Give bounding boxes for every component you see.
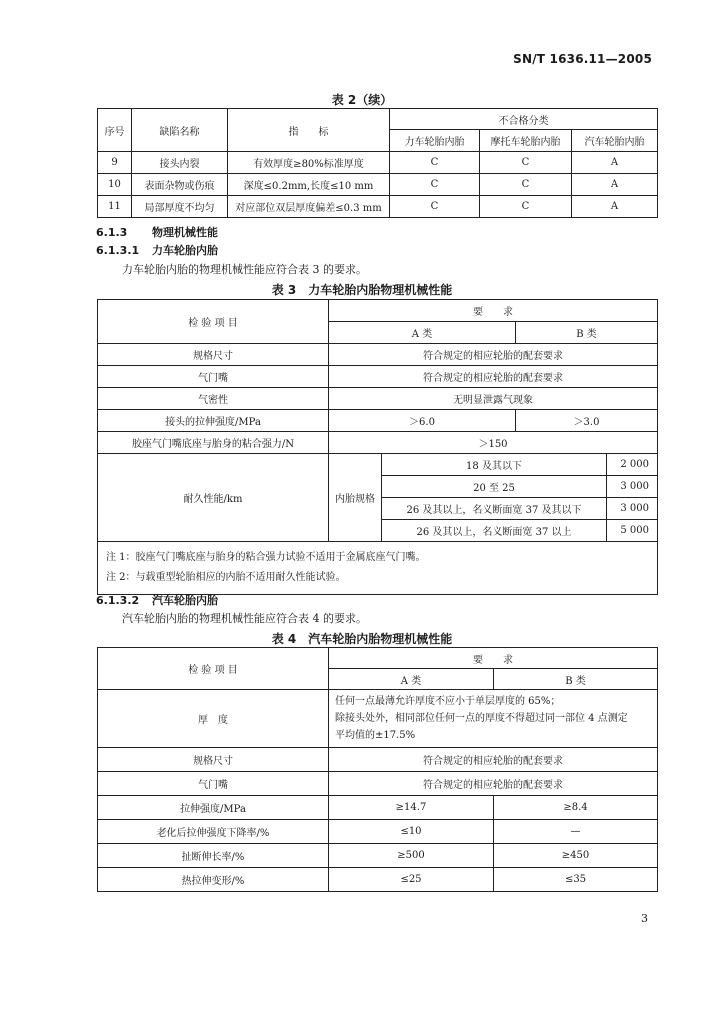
table-row (98, 152, 658, 174)
t4-value-a: ≤10 (329, 820, 494, 844)
t3-item: 气门嘴 (98, 366, 329, 388)
t2-index: 有效厚度≥80%标准厚度 (228, 152, 390, 174)
table-row (98, 748, 658, 772)
table4-caption: 表 4 汽车轮胎内胎物理机械性能 (271, 632, 453, 646)
t4-item: 拉伸强度/MPa (98, 796, 329, 820)
t2-header-seq: 序号 (98, 109, 132, 152)
t3-header-a: A 类 (329, 322, 516, 344)
t3-item: 气密性 (98, 388, 329, 410)
section-number: 6.1.3 (96, 226, 128, 239)
t2-header-defect: 缺陷名称 (132, 109, 228, 152)
table2-caption: 表 2（续） (331, 93, 393, 107)
t2-header-c3: 汽车轮胎内胎 (572, 130, 658, 152)
t3-item: 耐久性能/km (98, 454, 329, 542)
t4-item: 扯断伸长率/% (98, 844, 329, 868)
table4 (97, 647, 658, 892)
section-title: 汽车轮胎内胎 (152, 594, 218, 607)
t2-header-c1: 力车轮胎内胎 (390, 130, 480, 152)
table-row (98, 796, 658, 820)
t3-spec: 26 及其以上，名义断面宽 37 以上 (382, 520, 607, 542)
table-row (98, 820, 658, 844)
t4-value-a: ≥500 (329, 844, 494, 868)
t4-item: 热拉伸变形/% (98, 868, 329, 892)
t4-value: 符合规定的相应轮胎的配套要求 (329, 772, 658, 796)
table-row (98, 772, 658, 796)
t4-header-req: 要 求 (329, 648, 658, 669)
t4-item: 厚 度 (98, 690, 329, 748)
t3-value: 符合规定的相应轮胎的配套要求 (329, 344, 658, 366)
standard-number: SN/T 1636.11—2005 (513, 52, 652, 66)
t3-value-b: ＞3.0 (516, 410, 658, 432)
t3-km: 3 000 (607, 476, 658, 498)
table-row (98, 868, 658, 892)
section-title: 物理机械性能 (152, 226, 218, 239)
section-number: 6.1.3.2 (96, 594, 140, 607)
t2-seq: 9 (98, 152, 132, 174)
t2-c2: C (480, 196, 572, 218)
t4-value-a: ≥14.7 (329, 796, 494, 820)
t4-header-b: B 类 (494, 669, 658, 690)
t2-header-index: 指 标 (228, 109, 390, 152)
t3-item: 接头的拉伸强度/MPa (98, 410, 329, 432)
t2-index: 深度≤0.2mm,长度≤10 mm (228, 174, 390, 196)
table-row (98, 344, 658, 366)
t2-c3: A (572, 196, 658, 218)
t4-item: 规格尺寸 (98, 748, 329, 772)
t3-spec: 18 及其以下 (382, 454, 607, 476)
t2-c2: C (480, 152, 572, 174)
t4-thickness-line: 除接头处外，相同部位任何一点的厚度不得超过同一部位 4 点测定 (335, 713, 628, 724)
table-row (98, 410, 658, 432)
section-6-1-3-2 (96, 592, 218, 608)
t2-defect: 局部厚度不均匀 (132, 196, 228, 218)
t4-thickness-text (329, 690, 658, 748)
t3-spec: 20 至 25 (382, 476, 607, 498)
t3-value: ＞150 (329, 432, 658, 454)
table-row (98, 454, 658, 476)
table-notes (98, 542, 658, 595)
table2 (97, 108, 658, 218)
table3 (97, 299, 658, 595)
table-row (98, 844, 658, 868)
t3-header-item: 检 验 项 目 (98, 300, 329, 344)
t2-c2: C (480, 174, 572, 196)
table3-caption: 表 3 力车轮胎内胎物理机械性能 (271, 283, 453, 297)
t3-km: 5 000 (607, 520, 658, 542)
page-number: 3 (641, 912, 648, 925)
t3-header-b: B 类 (516, 322, 658, 344)
t3-km: 3 000 (607, 498, 658, 520)
t4-header-a: A 类 (329, 669, 494, 690)
t4-value-b: ≥450 (494, 844, 658, 868)
t3-item: 规格尺寸 (98, 344, 329, 366)
t3-note-2: 注 2：与载重型轮胎相应的内胎不适用耐久性能试验。 (106, 572, 346, 583)
t4-thickness-line: 任何一点最薄允许厚度不应小于单层厚度的 65%； (335, 696, 561, 707)
t2-c1: C (390, 196, 480, 218)
table-row (98, 432, 658, 454)
t2-seq: 11 (98, 196, 132, 218)
t4-value: 符合规定的相应轮胎的配套要求 (329, 748, 658, 772)
t2-defect: 接头内裂 (132, 152, 228, 174)
table-row (98, 388, 658, 410)
t4-value-b: ≥8.4 (494, 796, 658, 820)
t3-value: 符合规定的相应轮胎的配套要求 (329, 366, 658, 388)
table-row (98, 196, 658, 218)
t3-note-1: 注 1：胶座气门嘴底座与胎身的粘合强力试验不适用于金属底座气门嘴。 (106, 552, 426, 563)
section-6-1-3 (96, 224, 218, 240)
t2-c3: A (572, 174, 658, 196)
t3-value: 无明显泄露气现象 (329, 388, 658, 410)
t2-header-c2: 摩托车轮胎内胎 (480, 130, 572, 152)
t2-index: 对应部位双层厚度偏差≤0.3 mm (228, 196, 390, 218)
t4-item: 气门嘴 (98, 772, 329, 796)
table-row (98, 690, 658, 748)
t4-value-b: — (494, 820, 658, 844)
t3-value-a: ＞6.0 (329, 410, 516, 432)
section-6-1-3-1 (96, 242, 218, 258)
t2-defect: 表面杂物或伤痕 (132, 174, 228, 196)
t2-header-group: 不合格分类 (390, 109, 658, 130)
section-paragraph: 汽车轮胎内胎的物理机械性能应符合表 4 的要求。 (122, 612, 367, 625)
table-row (98, 174, 658, 196)
t4-thickness-line: 平均值的±17.5% (335, 730, 416, 741)
section-number: 6.1.3.1 (96, 244, 140, 257)
t4-value-b: ≤35 (494, 868, 658, 892)
t3-header-req: 要 求 (329, 300, 658, 322)
t3-km: 2 000 (607, 454, 658, 476)
t3-sub-label: 内胎规格 (329, 454, 382, 542)
section-title: 力车轮胎内胎 (152, 244, 218, 257)
table-row (98, 366, 658, 388)
t2-c1: C (390, 174, 480, 196)
t4-value-a: ≤25 (329, 868, 494, 892)
t3-notes (98, 542, 658, 595)
t2-seq: 10 (98, 174, 132, 196)
t3-item: 胶座气门嘴底座与胎身的粘合强力/N (98, 432, 329, 454)
t4-item: 老化后拉伸强度下降率/% (98, 820, 329, 844)
t3-spec: 26 及其以上，名义断面宽 37 及其以下 (382, 498, 607, 520)
t2-c3: A (572, 152, 658, 174)
section-paragraph: 力车轮胎内胎的物理机械性能应符合表 3 的要求。 (122, 263, 367, 276)
t4-header-item: 检 验 项 目 (98, 648, 329, 690)
t2-c1: C (390, 152, 480, 174)
